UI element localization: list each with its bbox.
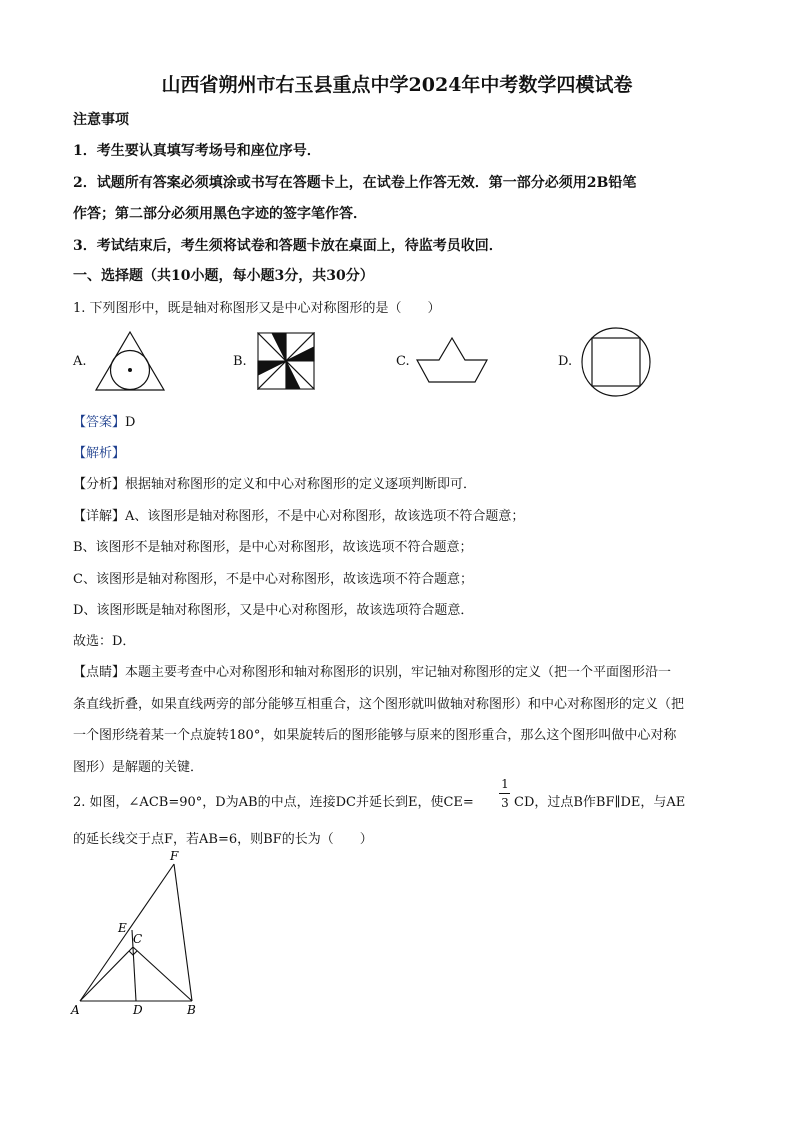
fraction-bar <box>499 793 510 794</box>
xiangjie-d: D、该图形既是轴对称图形，又是中心对称图形，故该选项符合题意． <box>73 603 474 618</box>
option-a-label: A. <box>73 354 87 369</box>
xiangjie-b: B、该图形不是轴对称图形，是中心对称图形，故该选项不符合题意； <box>73 540 473 555</box>
fenxi-line <box>73 473 476 492</box>
xiangjie-line <box>73 505 524 524</box>
question-2-line-1a: 2. 如图，∠ACB=90°，D为AB的中点，连接DC并延长到E，使CE= <box>73 795 474 810</box>
question-1-stem: 1. 下列图形中，既是轴对称图形又是中心对称图形的是（ ） <box>73 301 441 316</box>
choose-line: 故选：D． <box>73 634 136 649</box>
option-c-figure <box>415 336 489 384</box>
option-c-label: C. <box>396 354 410 369</box>
label-b: B <box>187 1003 196 1017</box>
dianjing-line-2: 条直线折叠，如果直线两旁的部分能够互相重合，这个图形就叫做轴对称图形）和中心对称图形的定义（把 <box>73 697 685 712</box>
label-c: C <box>133 932 143 946</box>
section-heading: 一、选择题（共10小题，每小题3分，共30分） <box>73 268 374 284</box>
label-d: D <box>133 1003 143 1017</box>
notice-item-1: 1．考生要认真填写考场号和座位序号． <box>73 143 321 159</box>
label-f: F <box>170 849 179 863</box>
dianjing-line-3: 一个图形绕着某一个点旋转180°，如果旋转后的图形能够与原来的图形重合，那么这个图形叫做中心对称 <box>73 728 677 743</box>
dianjing-tag: 【点睛】 <box>73 665 126 680</box>
xiangjie-c: C、该图形是轴对称图形，不是中心对称图形，故该选项不符合题意； <box>73 572 473 587</box>
question-2-line-2: 的延长线交于点F，若AB=6，则BF的长为（ ） <box>73 832 373 847</box>
answer-tag: 【答案】 <box>73 415 126 430</box>
option-b-label: B. <box>233 354 247 369</box>
fenxi-tag: 【分析】 <box>73 477 126 492</box>
xiangjie-a: A、该图形是轴对称图形，不是中心对称图形，故该选项不符合题意； <box>125 509 525 524</box>
option-b-figure <box>257 332 315 390</box>
notice-item-3: 3．考试结束后，考生须将试卷和答题卡放在桌面上，待监考员收回． <box>73 238 503 254</box>
fraction-numerator: 1 <box>501 777 509 791</box>
label-e: E <box>118 921 127 935</box>
option-d-figure <box>580 326 652 398</box>
option-a-figure <box>94 330 166 392</box>
dianjing-line-1 <box>73 661 671 680</box>
page-title: 山西省朔州市右玉县重点中学2024年中考数学四模试卷 <box>161 74 633 96</box>
answer-value: D <box>125 415 136 430</box>
question-2-figure <box>66 848 216 1020</box>
answer-line <box>73 411 135 430</box>
question-2-line-1b: CD，过点B作BF∥DE，与AE <box>514 795 686 810</box>
dianjing-text-1: 本题主要考查中心对称图形和轴对称图形的识别，牢记轴对称图形的定义（把一个平面图形沿一 <box>125 665 672 680</box>
xiangjie-tag: 【详解】 <box>73 509 126 524</box>
label-a: A <box>71 1003 80 1017</box>
analysis-tag: 【解析】 <box>73 446 126 461</box>
notice-item-2-line-2: 作答；第二部分必须用黑色字迹的签字笔作答． <box>73 206 367 222</box>
fraction-denominator: 3 <box>501 796 509 810</box>
dianjing-line-4: 图形）是解题的关键． <box>73 760 204 775</box>
option-d-label: D. <box>558 354 573 369</box>
notice-heading: 注意事项 <box>73 112 129 128</box>
notice-item-2-line-1: 2．试题所有答案必须填涂或书写在答题卡上，在试卷上作答无效．第一部分必须用2B铅笔 <box>73 175 637 191</box>
fenxi-text: 根据轴对称图形的定义和中心对称图形的定义逐项判断即可． <box>125 477 477 492</box>
